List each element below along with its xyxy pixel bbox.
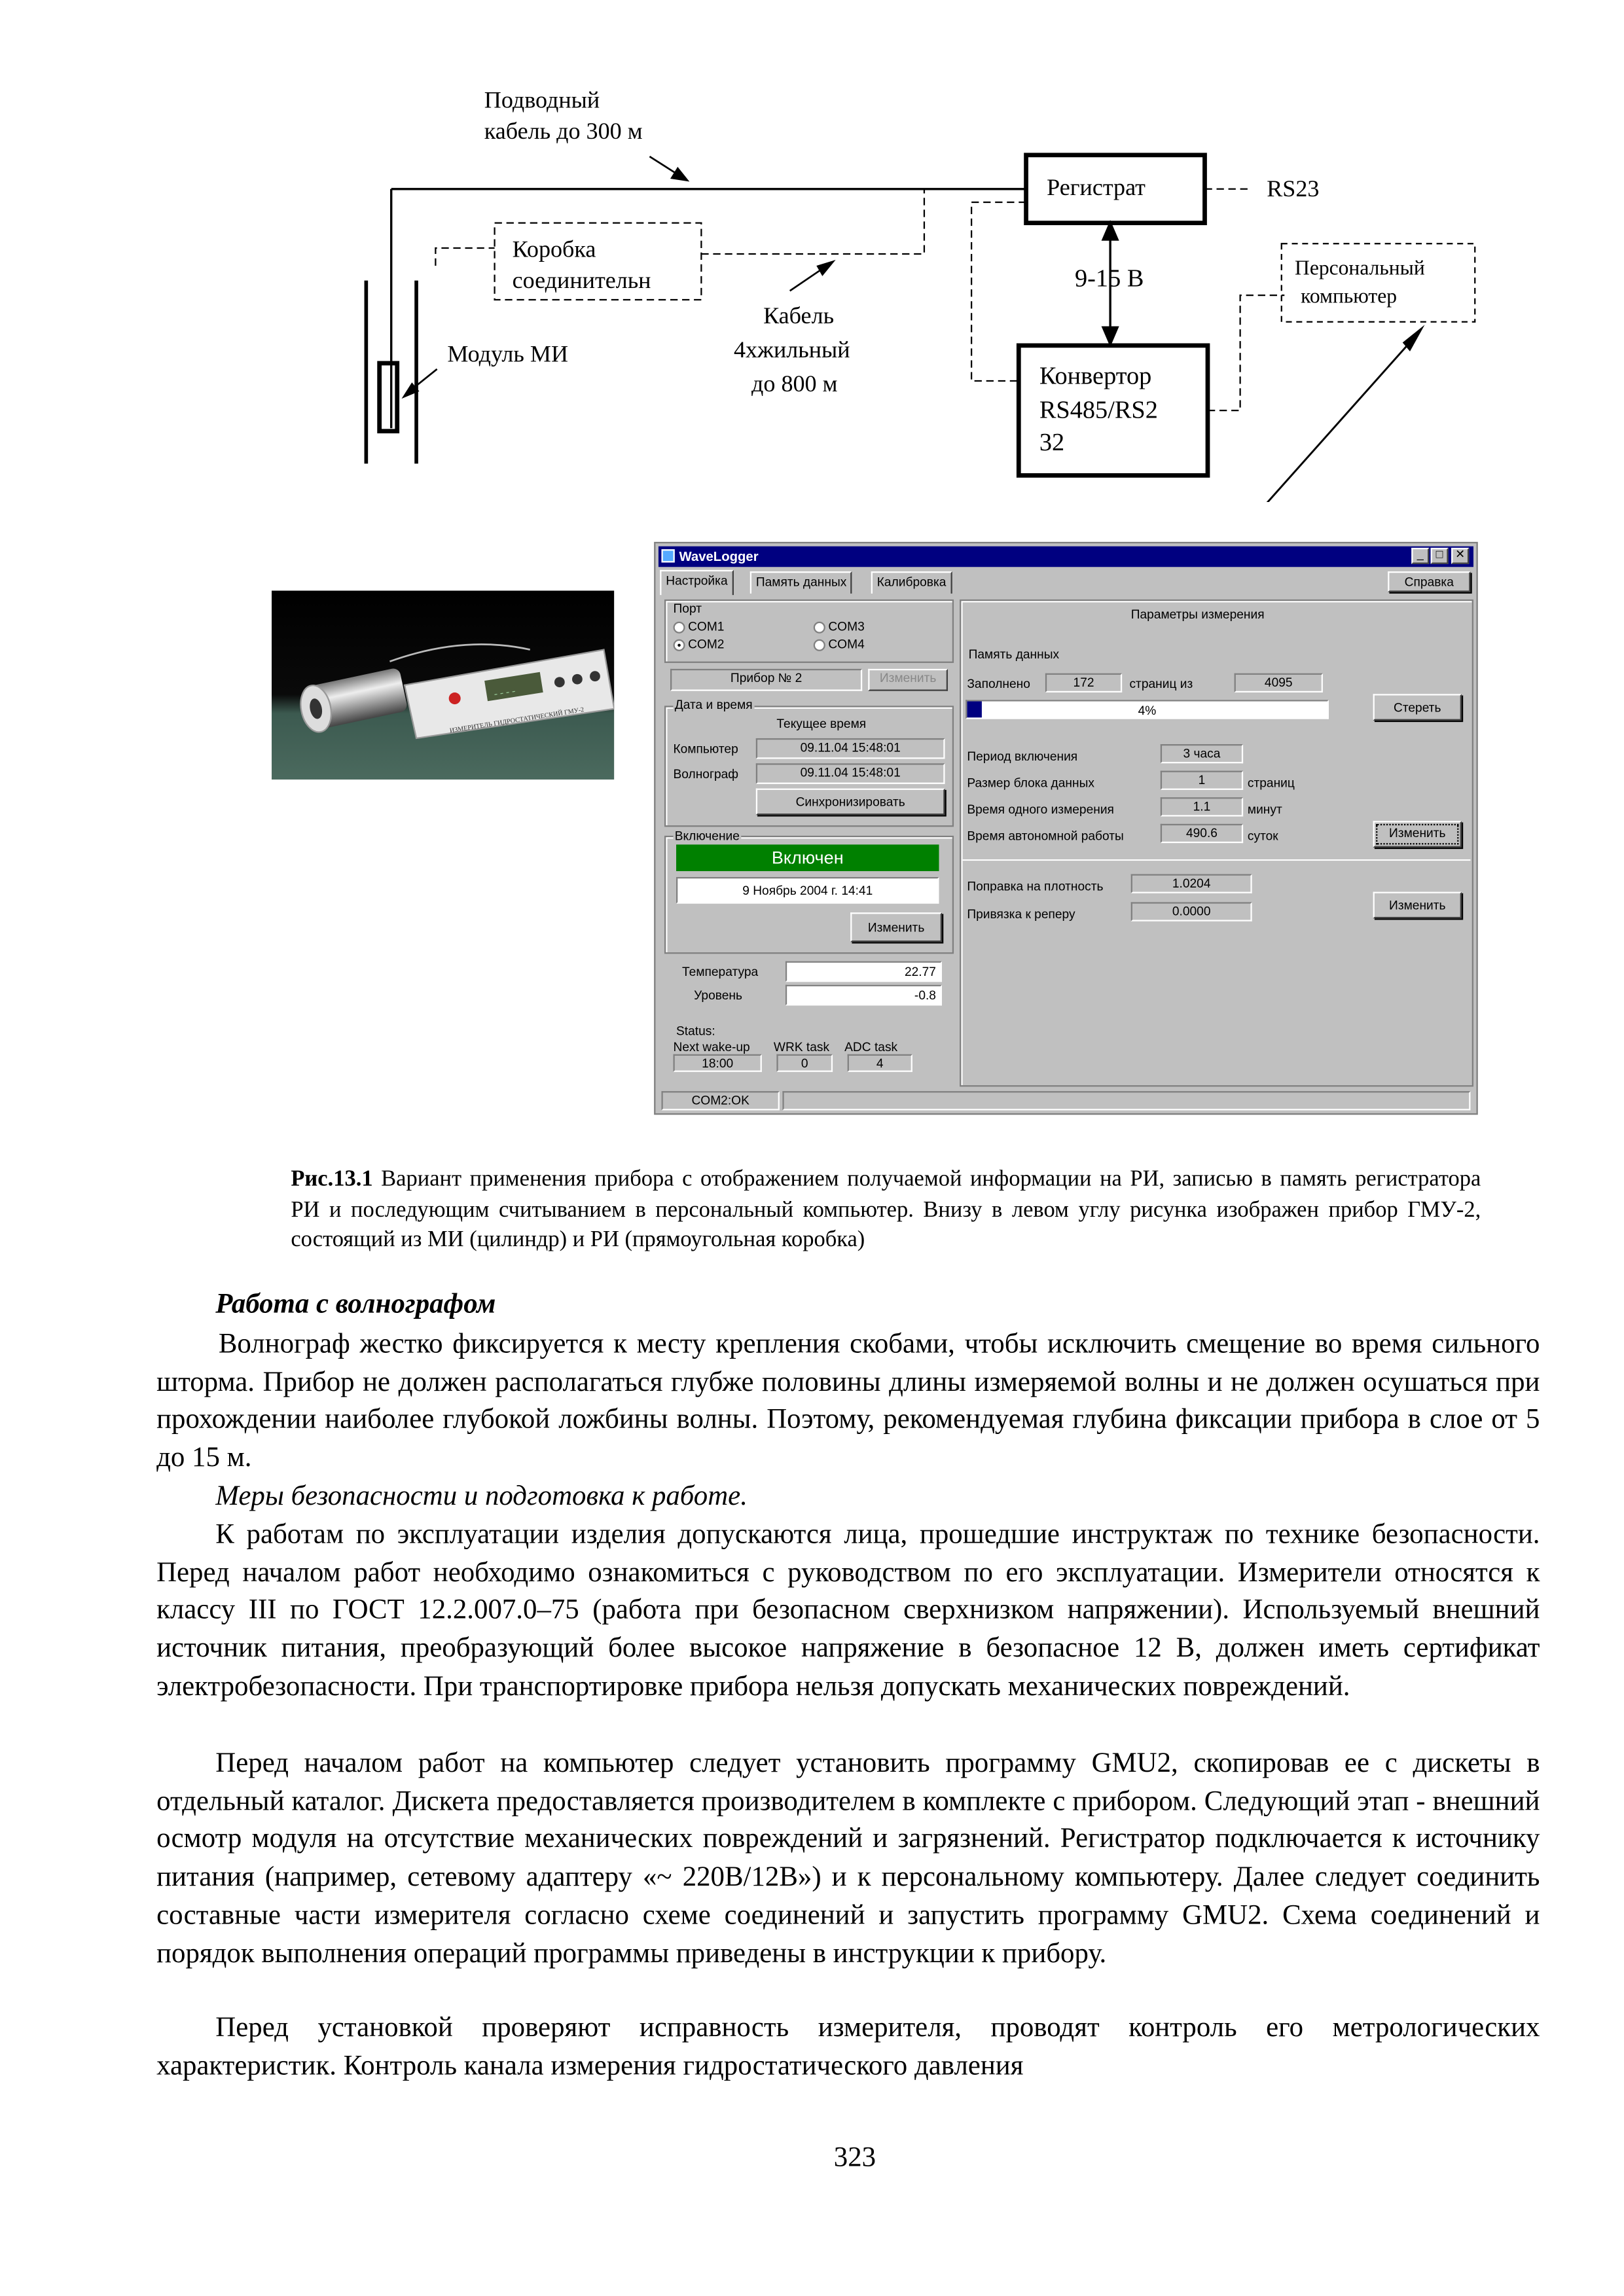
module-label: Модуль МИ	[447, 340, 569, 367]
voltage-label: 9-15 В	[1075, 264, 1144, 293]
pages-of-label: страниц из	[1129, 676, 1193, 691]
auto-time-label: Время автономной работы	[967, 828, 1124, 844]
caption-text: Вариант применения прибора с отображением получаемой информации на РИ, записью в память регистратора РИ и последующим считыванием в персональный компьютер. Внизу в левом углу рисунка изображен прибор ГМУ-2, состоящий из МИ (цилиндр) и РИ (прямоугольная коробка)	[291, 1166, 1481, 1253]
auto-time-field: 490.6	[1161, 824, 1243, 843]
caption-label: Рис.13.1	[291, 1166, 373, 1192]
connection-diagram	[0, 0, 1624, 502]
block-size-label: Размер блока данных	[967, 775, 1094, 790]
cable4-label-3: до 800 м	[751, 370, 838, 397]
computer-time-field: 09.11.04 15:48:01	[756, 738, 945, 759]
meas-time-field: 1.1	[1161, 797, 1243, 816]
memory-title: Память данных	[968, 647, 1060, 662]
box-label-2: соединительн	[512, 266, 651, 293]
next-wakeup-field: 18:00	[674, 1054, 762, 1072]
paragraph-1: Волнограф жестко фиксируется к месту крепления скобами, чтобы исключить смещение во время сильного шторма. Прибор не должен располагаться глубже половины длины измеряемой волны и не должен осушаться при прохождении наиболее глубокой ложбины волны. Поэтому, рекомендуемая глубина фиксации прибора в слое от 5 до 15 м.	[156, 1329, 1540, 1474]
section-heading: Работа с волнографом	[215, 1289, 496, 1320]
density-field: 1.0204	[1131, 874, 1252, 893]
four-wire-cable	[435, 248, 494, 266]
converter-label-2: RS485/RS2	[1039, 396, 1158, 424]
level-label: Уровень	[694, 988, 742, 1003]
meas-time-unit: минут	[1247, 801, 1282, 817]
total-pages-field: 4095	[1235, 673, 1323, 692]
memory-progress-bar	[965, 700, 1329, 719]
page-number: 323	[833, 2142, 876, 2174]
pc-label-1: Персональный	[1295, 256, 1425, 279]
cable4-label-1: Кабель	[763, 302, 835, 329]
meas-time-label: Время одного измерения	[967, 801, 1114, 817]
change-name-button[interactable]: Изменить	[868, 669, 948, 691]
density-label: Поправка на плотность	[967, 878, 1104, 893]
params-title: Параметры измерения	[1130, 607, 1265, 622]
maximize-button[interactable]: □	[1431, 548, 1449, 564]
block-size-unit: страниц	[1247, 775, 1295, 790]
benchmark-field: 0.0000	[1131, 902, 1252, 921]
device-brand-label: ИЗМЕРИТЕЛЬ ГИДРОСТАТИЧЕСКИЙ ГМУ-2	[449, 706, 585, 735]
power-button-photo	[449, 692, 461, 704]
cable-label-2: кабель до 300 м	[484, 118, 643, 145]
temperature-field: 22.77	[785, 961, 942, 982]
help-button[interactable]: Справка	[1388, 571, 1470, 592]
window-titlebar	[659, 547, 1473, 567]
block-size-field: 1	[1161, 771, 1243, 790]
minimize-button[interactable]: _	[1411, 548, 1429, 564]
next-wakeup-label: Next wake-up	[673, 1039, 750, 1054]
paragraph-3: Перед началом работ на компьютер следует установить программу GMU2, скопировав ее с дискеты в отдельный каталог. Дискета предоставляется производителем в комплекте с прибором. Следующий этап - внешний осмотр модуля на отсутствие механических повреждений и загрязнений. Регистратор подключается к источнику питания (например, сетевому адаптеру «~ 220В/12В») и к персональному компьютеру. Далее следует соединить составные части измерителя согласно схеме соединений и запустить программу GMU2. Схема соединений и порядок выполнения операций программы приведены в инструкции к прибору.	[156, 1748, 1540, 1969]
filled-label: Заполнено	[967, 676, 1030, 691]
memory-progress-text: 4%	[1138, 702, 1157, 718]
tab-data-memory[interactable]: Память данных	[750, 571, 853, 594]
safety-heading: Меры безопасности и подготовка к работе.	[215, 1480, 748, 1513]
wrk-task-field: 0	[776, 1054, 833, 1072]
power-change-button[interactable]: Изменить	[850, 912, 942, 942]
app-icon	[661, 549, 674, 562]
tab-calibration[interactable]: Калибровка	[871, 571, 952, 594]
change-params-button[interactable]: Изменить	[1373, 821, 1462, 848]
window-title: WaveLogger	[679, 549, 759, 564]
svg-text:- - - -: - - - -	[493, 685, 516, 700]
radio-com3[interactable]: COM3	[814, 619, 865, 634]
statusbar-message	[782, 1091, 1470, 1110]
close-button[interactable]: ✕	[1451, 548, 1469, 564]
device-photo	[272, 590, 614, 780]
paragraph-2: К работам по эксплуатации изделия допускаются лица, прошедшие инструктаж по технике безопасности. Перед началом работ необходимо ознакомиться с руководством по его эксплуатации. Измерители относятся к классу III по ГОСТ 12.2.007.0–75 (работа при безопасном сверхнизком напряжении). Используемый внешний источник питания, преобразующий более высокое напряжение в безопасное 12 В, должен иметь сертификат электробезопасности. При транспортировке прибора нельзя допускать механических повреждений.	[156, 1519, 1540, 1702]
power-status: Включен	[676, 844, 939, 871]
benchmark-label: Привязка к реперу	[967, 906, 1075, 922]
box-label-1: Коробка	[512, 236, 596, 262]
change-density-button[interactable]: Изменить	[1373, 892, 1462, 919]
sync-button[interactable]: Синхронизировать	[756, 789, 945, 816]
converter-label-1: Конвертор	[1039, 362, 1152, 390]
level-field: -0.8	[785, 985, 942, 1006]
auto-time-unit: суток	[1247, 828, 1278, 844]
erase-button[interactable]: Стереть	[1373, 694, 1462, 721]
pc-box	[1282, 243, 1475, 322]
temperature-label: Температура	[682, 964, 759, 979]
current-time-label: Текущее время	[776, 716, 867, 731]
wavegraph-time-field: 09.11.04 15:48:01	[756, 763, 945, 784]
pc-label-2: компьютер	[1301, 284, 1398, 308]
cable4-label-2: 4хжильный	[733, 336, 850, 363]
power-title: Включение	[674, 829, 742, 844]
radio-com2[interactable]: COM2	[674, 636, 725, 651]
wavelogger-window	[654, 542, 1478, 1115]
wavegraph-time-label: Волнограф	[673, 766, 739, 781]
rs23-label: RS23	[1267, 175, 1320, 202]
statusbar-port: COM2:OK	[661, 1091, 779, 1110]
module-cylinder	[380, 363, 397, 431]
divider	[963, 859, 1471, 861]
port-title: Порт	[673, 601, 702, 616]
tab-settings[interactable]: Настройка	[660, 570, 733, 595]
cable-label-1: Подводный	[484, 86, 600, 113]
wrk-task-label: WRK task	[773, 1039, 830, 1054]
figure-caption	[291, 1165, 1481, 1256]
period-field: 3 часа	[1161, 744, 1243, 763]
paragraph-4: Перед установкой проверяют исправность измерителя, проводят контроль его метрологических характеристик. Контроль канала измерения гидростатического давления	[156, 2012, 1540, 2082]
radio-com1[interactable]: COM1	[674, 619, 725, 634]
registrar-label: Регистрат	[1047, 173, 1146, 200]
computer-time-label: Компьютер	[673, 741, 738, 757]
datetime-title: Дата и время	[674, 697, 754, 712]
converter-label-3: 32	[1039, 429, 1065, 457]
adc-task-field: 4	[848, 1054, 912, 1072]
power-date-field: 9 Ноябрь 2004 г. 14:41	[676, 877, 939, 904]
device-name-field: Прибор № 2	[670, 669, 862, 691]
radio-com4[interactable]: COM4	[814, 636, 865, 651]
status-title: Status:	[676, 1023, 715, 1038]
filled-pages-field: 172	[1045, 673, 1122, 692]
period-label: Период включения	[967, 748, 1078, 764]
adc-task-label: ADC task	[844, 1039, 898, 1054]
